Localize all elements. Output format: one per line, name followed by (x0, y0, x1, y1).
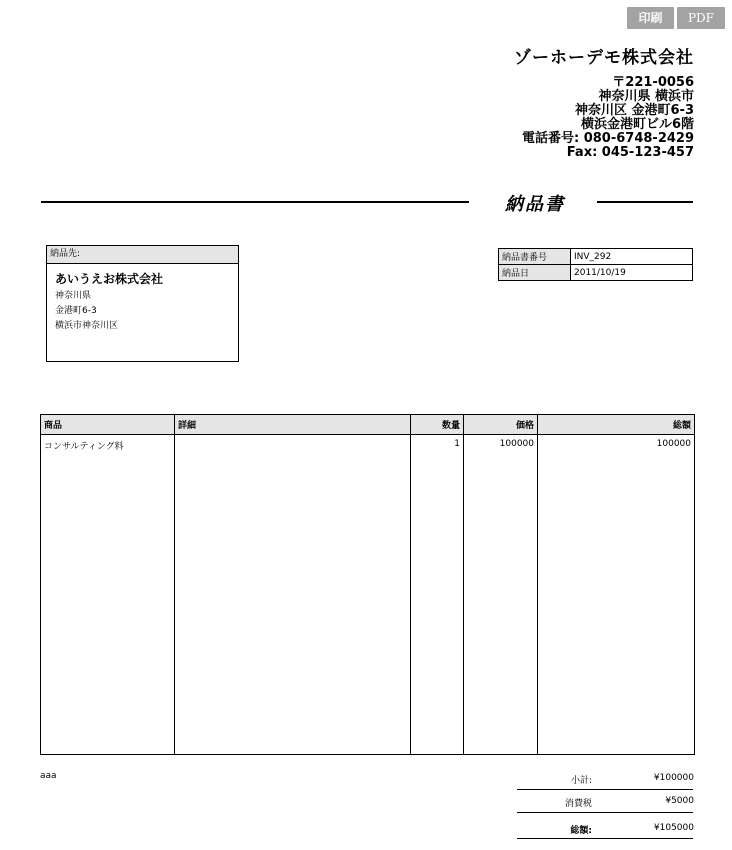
recipient-address-line: 神奈川県 (55, 291, 92, 301)
company-name: ゾーホーデモ株式会社 (514, 48, 694, 68)
invoice-info-table (498, 248, 693, 281)
company-fax: Fax: 045-123-457 (566, 145, 694, 160)
delivery-date-value: 2011/10/19 (571, 265, 693, 281)
total-value: ¥105000 (653, 823, 694, 833)
column-divider (410, 415, 411, 754)
company-phone: 電話番号: 080-6748-2429 (521, 131, 694, 146)
recipient-address-line: 金港町6-3 (55, 306, 97, 316)
subtotal-label: 小計: (570, 776, 592, 786)
tax-label: 消費税 (564, 799, 592, 809)
delivery-date-label: 納品日 (499, 265, 571, 281)
notes-text: aaa (40, 771, 57, 781)
summary-divider (517, 838, 693, 839)
company-address-line: 横浜金港町ビル6階 (580, 117, 694, 132)
subtotal-value: ¥100000 (653, 773, 694, 783)
recipient-header: 納品先: (47, 246, 238, 264)
summary-divider (517, 789, 693, 790)
items-table (40, 414, 695, 755)
company-address-line: 神奈川区 金港町6-3 (574, 103, 694, 118)
company-postal: 〒221-0056 (612, 75, 694, 90)
document-title: 納品書 (505, 194, 565, 215)
title-rule-left (41, 201, 469, 203)
title-rule-right (597, 201, 693, 203)
total-label: 総額: (570, 826, 592, 836)
column-header-price: 価格 (515, 421, 534, 431)
column-header-quantity: 数量 (441, 421, 460, 431)
print-button[interactable]: 印刷 (627, 7, 674, 29)
delivery-date-row (499, 265, 693, 281)
invoice-number-row (499, 249, 693, 265)
pdf-button[interactable]: PDF (677, 7, 725, 29)
company-address-line: 神奈川県 横浜市 (598, 89, 694, 104)
recipient-address-line: 横浜市神奈川区 (55, 321, 119, 331)
column-divider (174, 415, 175, 754)
column-divider (463, 415, 464, 754)
recipient-name: あいうえお株式会社 (55, 272, 164, 286)
company-address-block (522, 76, 694, 160)
column-header-detail: 詳細 (178, 421, 197, 431)
item-total: 100000 (656, 439, 691, 449)
invoice-number-label: 納品書番号 (499, 249, 571, 265)
tax-value: ¥5000 (665, 796, 694, 806)
summary-divider (517, 812, 693, 813)
item-price: 100000 (499, 439, 534, 449)
item-product: コンサルティング料 (44, 442, 124, 452)
item-quantity: 1 (454, 439, 460, 449)
recipient-box (46, 245, 239, 362)
column-header-product: 商品 (44, 421, 63, 431)
invoice-number-value: INV_292 (571, 249, 693, 265)
column-divider (537, 415, 538, 754)
column-header-total: 総額 (672, 421, 691, 431)
